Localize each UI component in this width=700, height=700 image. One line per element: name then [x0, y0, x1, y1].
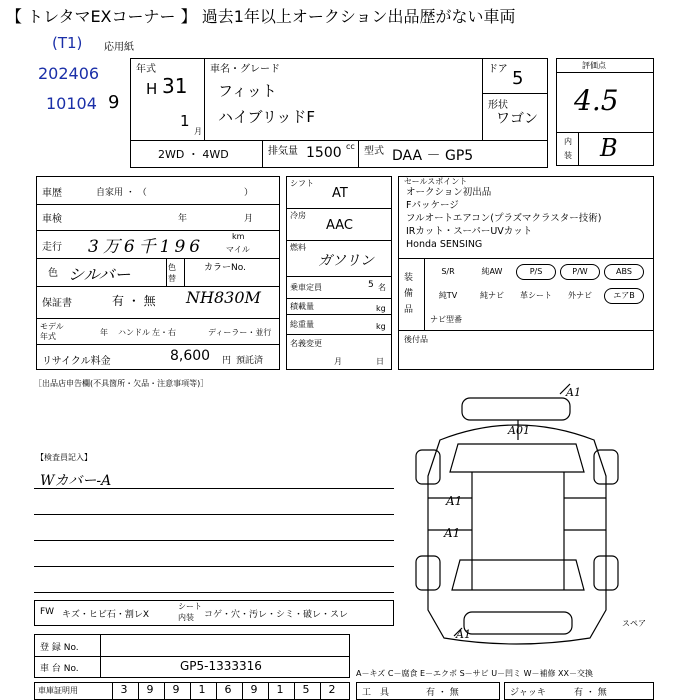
recycle-value: 8,600 [170, 348, 211, 364]
load-label: 積載量 [290, 302, 314, 311]
transfer-label: 名義変更 [290, 339, 322, 348]
cert-digit: 6 [216, 683, 239, 699]
damage-mark-4: A1 [444, 526, 461, 540]
recycle-unit: 円 [222, 356, 232, 366]
damage-mark-1: A1 [566, 386, 581, 399]
equipment-item: 純TV [438, 291, 458, 300]
shape-label: 形状 [488, 100, 508, 111]
reg-label: 登 録 No. [40, 643, 79, 653]
weight-unit: kg [376, 322, 386, 331]
lot-number-line2: 10104 [46, 94, 97, 113]
transfer-day-unit: 日 [376, 357, 384, 366]
equipment-item: P/W [560, 264, 600, 280]
equipment-item: 純AW [481, 267, 503, 276]
cert-digit: 9 [164, 683, 187, 699]
sales-point-item: Fパッケージ [406, 200, 459, 211]
displacement-label: 排気量 [268, 146, 298, 157]
interior-label-1: 内 [564, 137, 572, 146]
fuel-label: 燃料 [290, 243, 306, 252]
door-label: ドア [488, 64, 508, 75]
dealer-label: ディーラー・並行 [208, 328, 272, 337]
year-era: H [146, 80, 158, 98]
seat-options: コゲ・穴・汚レ・シミ・破レ・スレ [204, 610, 349, 620]
jack-label: ジャッキ [510, 688, 546, 698]
displacement-unit: cc [346, 142, 355, 151]
drive-type: 2WD ・ 4WD [158, 148, 229, 161]
model-label: 型式 [364, 146, 384, 157]
fw-options: キズ・ヒビ石・割レX [62, 610, 149, 620]
cert-digit: 9 [138, 683, 161, 699]
sales-point-item: フルオートエアコン(プラズマクラスター技術) [406, 213, 602, 224]
history-close: ） [244, 188, 254, 198]
inspector-note: Wカバー-A [40, 473, 112, 489]
inspection-label: 車検 [42, 214, 62, 225]
history-options: 自家用 ・ （ [96, 188, 147, 198]
warranty-label: 保証書 [42, 298, 72, 309]
mileage-label: 走行 [42, 242, 62, 253]
vehicle-grade: ハイブリッドF [218, 108, 315, 126]
score-value: 4.5 [574, 84, 619, 117]
model-year-unit: 年 [100, 328, 108, 337]
car-damage-diagram [400, 380, 660, 660]
model-value: DAA － GP5 [392, 148, 474, 164]
sales-point-item: オークション初出品 [406, 187, 492, 198]
month-value: 1 [180, 112, 190, 130]
warranty-options: 有 ・ 無 [112, 294, 156, 308]
cert-digit: 5 [294, 683, 317, 699]
equipment-item: エアB [604, 288, 644, 304]
inspection-month-unit: 月 [244, 214, 254, 224]
year-label: 年式 [136, 64, 156, 75]
cert-digit: 1 [190, 683, 213, 699]
door-value: 5 [512, 68, 524, 89]
color-no-value: NH830M [186, 288, 261, 307]
remarks-label: ［出品店申告欄(不具箇所・欠品・注意事項等)］ [34, 379, 209, 388]
year-value: 31 [162, 74, 188, 98]
km-unit: km [232, 232, 245, 241]
lot-grade-digit: 9 [108, 92, 120, 113]
seat-label-2: 内装 [178, 613, 194, 622]
damage-mark-2: A01 [508, 424, 530, 437]
shift-value: AT [332, 186, 348, 201]
fw-label: FW [40, 607, 55, 617]
equipment-label: 装備品 [404, 273, 414, 315]
sheet-note: 応用紙 [104, 42, 134, 53]
chassis-value: GP5-1333316 [180, 659, 262, 673]
seat-label-1: シート [178, 602, 202, 611]
equipment-item: 純ナビ [480, 291, 504, 300]
damage-mark-5: A1 [456, 628, 471, 641]
fuel-value: ガソリン [318, 253, 374, 269]
score-label: 評価点 [582, 61, 606, 70]
spare-label: スペア [622, 619, 646, 628]
mileage-value: 3万6千196 [88, 237, 205, 257]
lot-number-line1: 202406 [38, 64, 100, 83]
month-unit: 月 [194, 127, 202, 136]
cert-digit: 3 [112, 683, 135, 699]
chassis-label: 車 台 No. [40, 664, 79, 674]
legend: A－キズ C－腐食 E－エクボ S－サビ U－凹ミ W－補修 XX－交換 [356, 669, 594, 678]
model-year-label-2: 年式 [40, 332, 56, 341]
sales-point-item: IRカット・スーパーUVカット [406, 226, 533, 237]
vehicle-name: フィット [218, 82, 277, 100]
sheet-code: (T1) [52, 34, 83, 52]
shift-label: シフト [290, 179, 314, 188]
tool-options: 有 ・ 無 [426, 688, 459, 698]
weight-label: 総重量 [290, 320, 314, 329]
later-attach-label: 後付品 [404, 335, 428, 344]
handle-options: 左・右 [152, 328, 176, 337]
cert-label: 車庫証明用 [38, 686, 78, 695]
color-value: シルバー [68, 265, 131, 284]
name-label: 車名・グレード [210, 64, 280, 75]
sales-point-item: Honda SENSING [406, 239, 483, 250]
load-unit: kg [376, 304, 386, 313]
cert-digit: 1 [268, 683, 291, 699]
displacement-value: 1500 [306, 145, 342, 161]
interior-value: B [600, 134, 618, 162]
capacity-label: 乗車定員 [290, 283, 322, 292]
recycle-label: リサイクル料金 [42, 356, 111, 367]
color-change-label: 色替 [168, 263, 176, 283]
banner: 【 トレタマEXコーナー 】 過去1年以上オークション出品歴がない車両 [6, 7, 516, 26]
damage-mark-3: A1 [446, 494, 463, 508]
color-no-label: カラーNo. [204, 263, 246, 273]
mile-unit: マイル [226, 245, 250, 254]
equipment-item: ABS [604, 264, 644, 280]
equipment-item: S/R [441, 267, 455, 276]
color-label: 色 [48, 268, 58, 279]
ac-label: 冷房 [290, 211, 306, 220]
transfer-month-unit: 月 [334, 357, 342, 366]
handle-label: ハンドル [118, 328, 150, 337]
history-label: 車歴 [42, 188, 62, 199]
interior-label-2: 装 [564, 151, 572, 160]
recycle-note: 預託済 [236, 356, 264, 366]
equipment-item: P/S [516, 264, 556, 280]
equipment-item: 革シート [520, 291, 552, 300]
cert-digit: 2 [320, 683, 343, 699]
jack-options: 有 ・ 無 [574, 688, 607, 698]
capacity-value: 5 [368, 280, 374, 290]
model-year-label-1: モデル [40, 322, 64, 331]
sales-points-label: セールスポイント [404, 177, 468, 186]
shape-value: ワゴン [496, 111, 538, 127]
capacity-unit: 名 [378, 283, 386, 292]
cert-digit: 9 [242, 683, 265, 699]
equipment-item: 外ナビ [568, 291, 592, 300]
tool-label: 工 具 [362, 688, 390, 698]
sales-points-list [406, 186, 601, 251]
inspector-label: 【検査員記入】 [36, 453, 92, 462]
ac-value: AAC [326, 218, 353, 233]
navi-label: ナビ型番 [430, 315, 462, 324]
inspection-year-unit: 年 [178, 214, 188, 224]
